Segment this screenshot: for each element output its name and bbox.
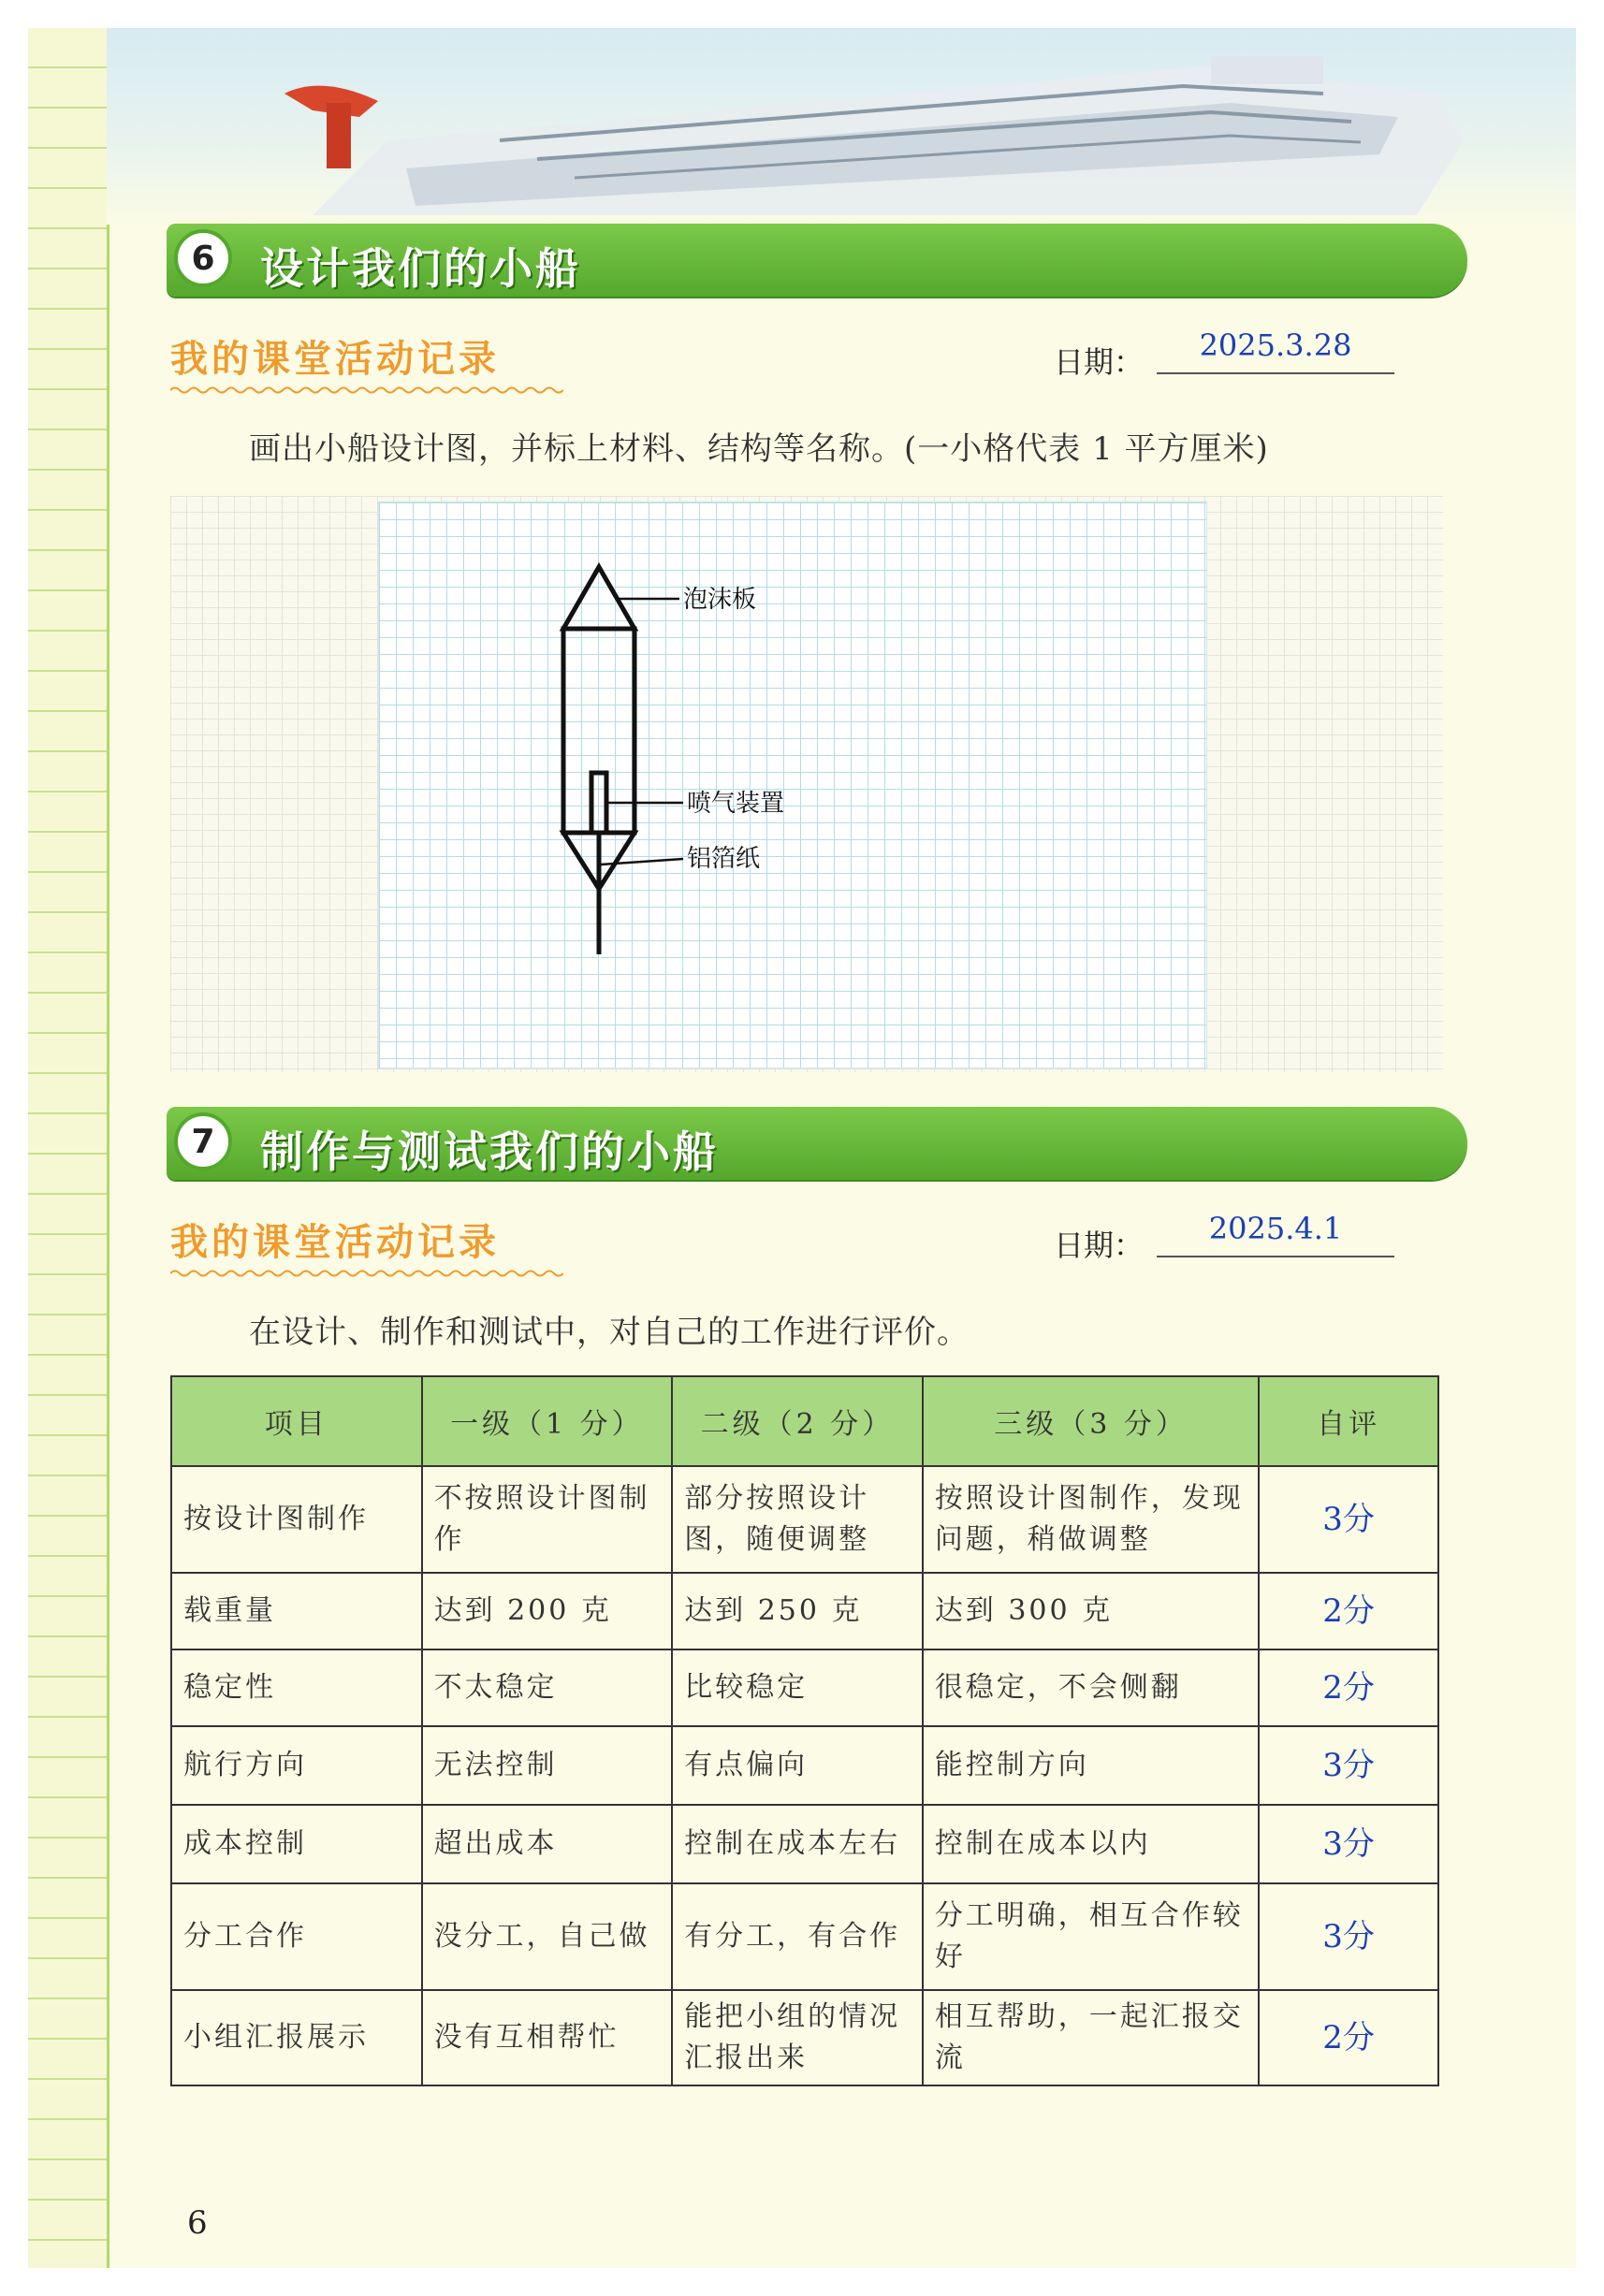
- header-level-2: 二级（2 分）: [672, 1376, 923, 1466]
- section-6-instruction: 画出小船设计图，并标上材料、结构等名称。(一小格代表 1 平方厘米): [249, 430, 1269, 468]
- table-row: [171, 1573, 1438, 1649]
- table-header-row: [171, 1376, 1438, 1466]
- section-7-header: [167, 1107, 1467, 1180]
- row-level-3: 相互帮助，一起汇报交流: [923, 1990, 1259, 2085]
- row-level-3: 达到 300 克: [923, 1573, 1259, 1649]
- cruise-ship-illustration: [107, 28, 1576, 225]
- row-item: 稳定性: [171, 1649, 422, 1726]
- row-level-2: 能把小组的情况汇报出来: [672, 1990, 923, 2085]
- header-level-1: 一级（1 分）: [422, 1376, 673, 1466]
- row-level-1: 无法控制: [422, 1726, 673, 1805]
- section-6-record-title: 我的课堂活动记录: [170, 338, 500, 381]
- table-row: [171, 1883, 1438, 1990]
- cruise-ship-banner: [107, 28, 1576, 225]
- section-6-date-value: 2025.3.28: [1157, 327, 1394, 374]
- page-number: 6: [187, 2204, 208, 2242]
- row-item: 载重量: [171, 1573, 422, 1649]
- row-level-2: 有分工，有合作: [672, 1883, 923, 1990]
- row-level-2: 有点偏向: [672, 1726, 923, 1805]
- row-level-1: 没有互相帮忙: [422, 1990, 673, 2085]
- row-level-3: 按照设计图制作，发现问题，稍做调整: [923, 1466, 1259, 1573]
- foil-label: 铝箔纸: [687, 844, 761, 872]
- row-self-score: 2分: [1259, 1990, 1438, 2085]
- wavy-underline: [170, 1269, 563, 1278]
- row-level-3: 能控制方向: [923, 1726, 1259, 1805]
- row-item: 航行方向: [171, 1726, 422, 1805]
- row-item: 小组汇报展示: [171, 1990, 422, 2085]
- row-level-2: 比较稳定: [672, 1649, 923, 1726]
- foil-leader-line: [601, 859, 683, 865]
- section-6-title: 设计我们的小船: [260, 243, 581, 294]
- section-7-date-value: 2025.4.1: [1157, 1211, 1394, 1257]
- table-row: [171, 1649, 1438, 1726]
- row-level-2: 部分按照设计图，随便调整: [672, 1466, 923, 1573]
- table-row: [171, 1990, 1438, 2085]
- foam-label: 泡沫板: [683, 585, 757, 613]
- header-level-3: 三级（3 分）: [923, 1376, 1259, 1466]
- header-self-eval: 自评: [1259, 1376, 1438, 1466]
- table-row: [171, 1726, 1438, 1805]
- row-item: 成本控制: [171, 1805, 422, 1883]
- row-self-score: 3分: [1259, 1466, 1438, 1573]
- section-6-number: 6: [174, 229, 232, 287]
- section-7-date-label: 日期：: [1054, 1228, 1145, 1263]
- section-7-record-title: 我的课堂活动记录: [170, 1221, 500, 1264]
- header-item: 项目: [171, 1376, 422, 1466]
- row-level-3: 分工明确，相互合作较好: [923, 1883, 1259, 1990]
- row-self-score: 3分: [1259, 1883, 1438, 1990]
- table-row: [171, 1805, 1438, 1883]
- row-self-score: 2分: [1259, 1649, 1438, 1726]
- row-self-score: 3分: [1259, 1805, 1438, 1883]
- row-level-1: 超出成本: [422, 1805, 673, 1883]
- section-7-title: 制作与测试我们的小船: [260, 1126, 719, 1177]
- row-level-2: 控制在成本左右: [672, 1805, 923, 1883]
- row-item: 分工合作: [171, 1883, 422, 1990]
- section-7-number: 7: [174, 1112, 232, 1170]
- row-self-score: 2分: [1259, 1573, 1438, 1649]
- row-level-3: 控制在成本以内: [923, 1805, 1259, 1883]
- row-level-1: 没分工，自己做: [422, 1883, 673, 1990]
- notebook-margin: [28, 28, 109, 2268]
- wavy-underline: [170, 385, 563, 395]
- boat-design-diagram: [378, 501, 1205, 1067]
- jet-device-shape: [591, 773, 606, 833]
- table-row: [171, 1466, 1438, 1573]
- row-level-1: 不太稳定: [422, 1649, 673, 1726]
- section-6-header: [167, 224, 1467, 297]
- section-7-instruction: 在设计、制作和测试中，对自己的工作进行评价。: [249, 1314, 970, 1351]
- row-level-1: 达到 200 克: [422, 1573, 673, 1649]
- workbook-page: [28, 28, 1576, 2268]
- row-level-2: 达到 250 克: [672, 1573, 923, 1649]
- row-item: 按设计图制作: [171, 1466, 422, 1573]
- jet-label: 喷气装置: [687, 789, 785, 817]
- row-level-1: 不按照设计图制作: [422, 1466, 673, 1573]
- row-self-score: 3分: [1259, 1726, 1438, 1805]
- evaluation-table: [170, 1375, 1439, 2086]
- section-6-date-label: 日期：: [1054, 344, 1145, 380]
- row-level-3: 很稳定，不会侧翻: [923, 1649, 1259, 1726]
